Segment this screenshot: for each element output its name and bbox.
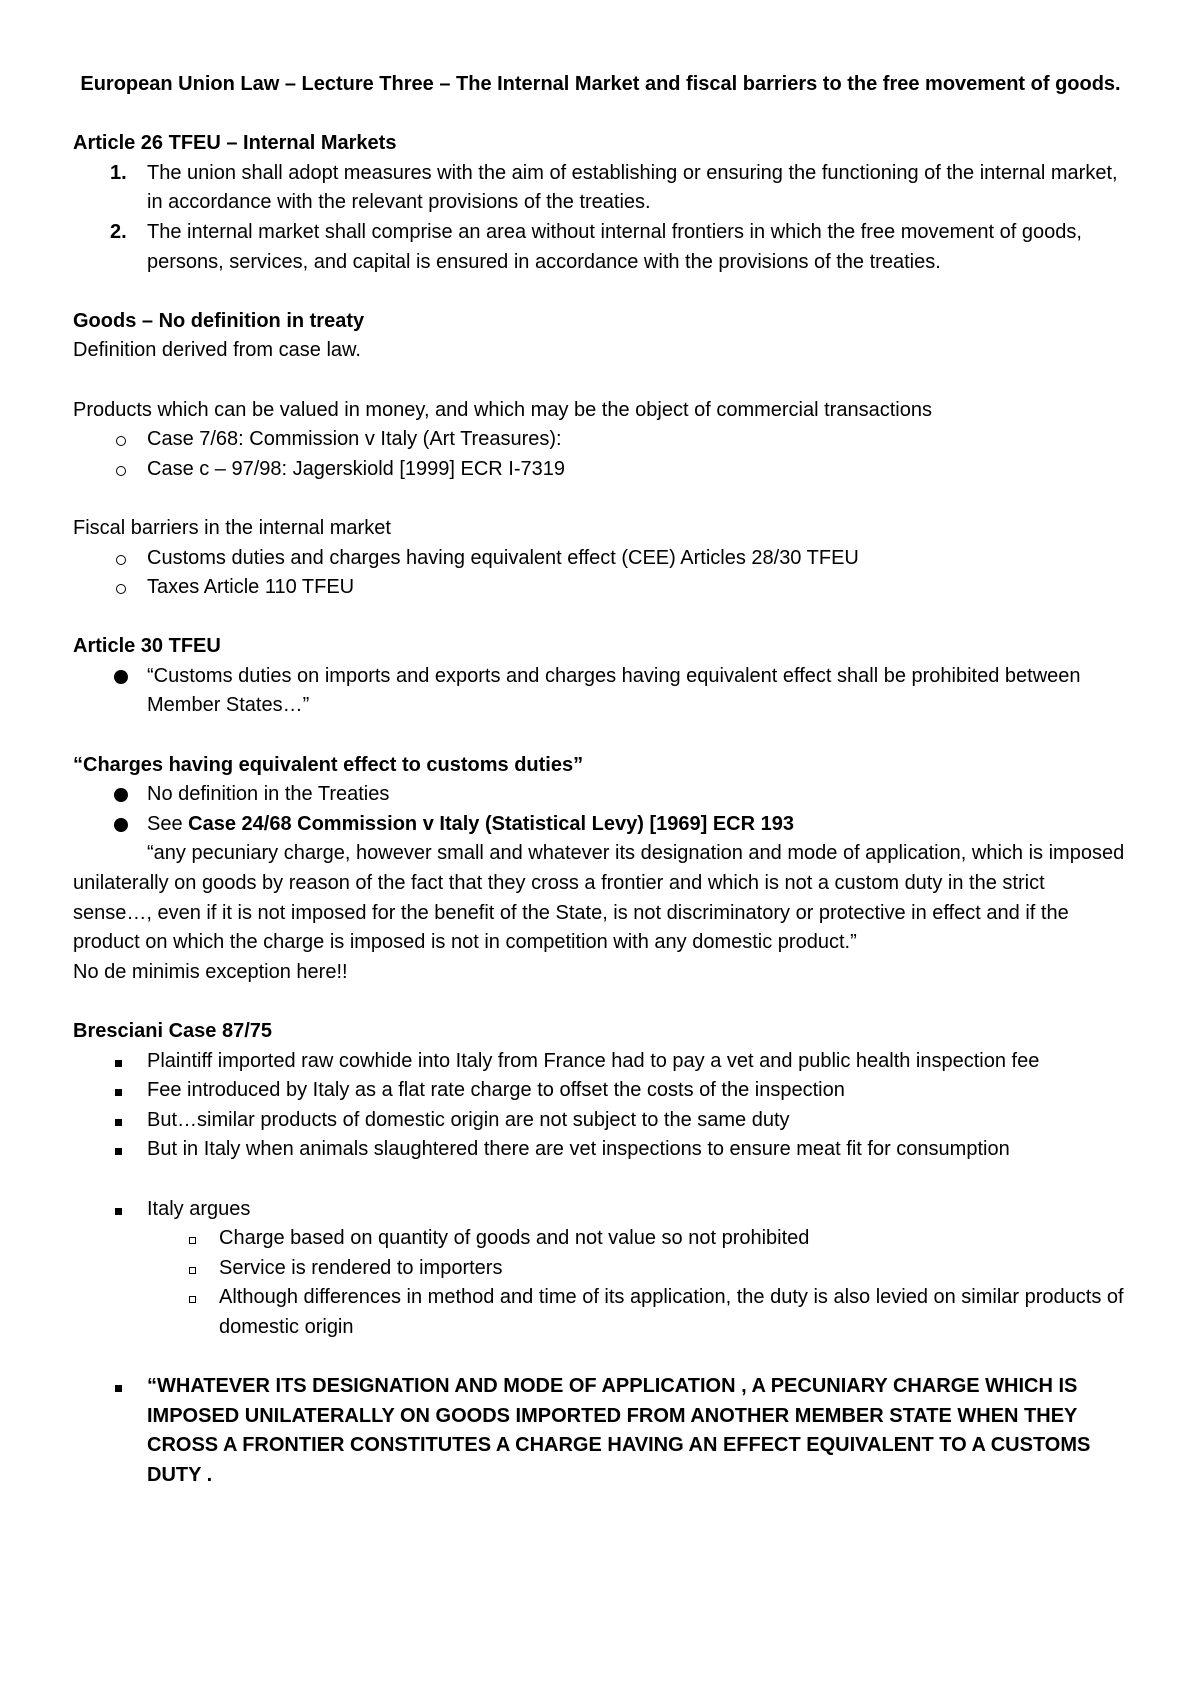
list-item xyxy=(73,1106,1128,1136)
hollow-square-bullet-icon xyxy=(185,1254,215,1284)
holding-text: “WHATEVER ITS DESIGNATION AND MODE OF APPLICATION , A PECUNIARY CHARGE WHICH IS IMPOSED UNILATERALLY ON GOODS IMPORTED FROM ANOTHER MEMBER STATE WHEN THEY CROSS A FRONTIER CONSTITUTES A CHARGE HAVING AN EFFECT EQUIVALENT TO A CUSTOMS DUTY . xyxy=(147,1375,1091,1486)
goods-heading: Goods – No definition in treaty xyxy=(73,309,365,332)
list-item xyxy=(73,810,1128,840)
spacer xyxy=(73,1343,1128,1373)
holding-list xyxy=(73,1372,1128,1490)
charges-list xyxy=(73,780,1128,839)
spacer xyxy=(73,1165,1128,1195)
list-item xyxy=(73,1372,1128,1490)
case-text: Case c – 97/98: Jagerskiold [1999] ECR I-7319 xyxy=(147,457,566,480)
italy-argues-label: Italy argues xyxy=(147,1197,251,1220)
square-bullet-icon xyxy=(110,1135,140,1165)
circle-bullet-icon xyxy=(110,544,140,575)
list-item xyxy=(73,1076,1128,1106)
list-item xyxy=(73,662,1128,721)
spacer xyxy=(73,721,1128,751)
list-item xyxy=(73,1195,1128,1225)
bresciani-heading: Bresciani Case 87/75 xyxy=(73,1020,273,1042)
bresciani-item-text: But in Italy when animals slaughtered there are vet inspections to ensure meat fit for consumption xyxy=(147,1138,1010,1161)
square-bullet-icon xyxy=(110,1047,140,1077)
spacer xyxy=(73,366,1128,396)
fiscal-heading: Fiscal barriers in the internal market xyxy=(73,516,391,539)
case-text: Case 7/68: Commission v Italy (Art Treasures): xyxy=(147,428,562,451)
bresciani-item-text: Plaintiff imported raw cowhide into Italy from France had to pay a vet and public health inspection fee xyxy=(147,1049,1040,1072)
item-number: 2. xyxy=(110,220,127,243)
argument-text: Although differences in method and time of its application, the duty is also levied on similar products of domestic origin xyxy=(219,1286,1124,1338)
bresciani-item-text: Fee introduced by Italy as a flat rate charge to offset the costs of the inspection xyxy=(147,1079,845,1102)
item-text: The union shall adopt measures with the aim of establishing or ensuring the functioning of the internal market, in accordance with the relevant provisions of the treaties. xyxy=(147,161,1118,214)
charges-item-prefix: See xyxy=(147,812,189,835)
de-minimis-note: No de minimis exception here!! xyxy=(73,960,348,983)
list-item xyxy=(73,218,1128,277)
list-item xyxy=(73,1254,1128,1284)
products-text: Products which can be valued in money, and which may be the object of commercial transactions xyxy=(73,398,932,421)
article30-list xyxy=(73,662,1128,721)
spacer xyxy=(73,100,1128,130)
hollow-square-bullet-icon xyxy=(185,1224,215,1254)
item-text: The internal market shall comprise an area without internal frontiers in which the free movement of goods, persons, services, and capital is ensured in accordance with the provisions of the treaties. xyxy=(147,220,1082,273)
italy-argues-list xyxy=(73,1195,1128,1225)
goods-cases-list xyxy=(73,425,1128,484)
goods-subtext: Definition derived from case law. xyxy=(73,339,361,362)
list-item xyxy=(73,425,1128,455)
list-item xyxy=(73,1224,1128,1254)
fiscal-item-text: Taxes Article 110 TFEU xyxy=(147,576,355,599)
charges-quote: “any pecuniary charge, however small and whatever its designation and mode of application, which is imposed unilaterally on goods by reason of the fact that they cross a frontier and which is not a custom duty in the strict sense…, even if it is not imposed for the benefit of the State, is not discriminatory or protective in effect and if the product on which the charge is imposed is not in competition with any domestic product.” xyxy=(73,842,1125,954)
disc-bullet-icon xyxy=(110,662,140,694)
spacer xyxy=(73,484,1128,514)
article30-quote: “Customs duties on imports and exports and charges having equivalent effect shall be prohibited between Member States…” xyxy=(147,664,1081,717)
argument-text: Charge based on quantity of goods and not value so not prohibited xyxy=(219,1227,810,1250)
list-item xyxy=(73,1135,1128,1165)
spacer xyxy=(73,987,1128,1017)
circle-bullet-icon xyxy=(110,455,140,486)
list-item xyxy=(73,159,1128,218)
document-title: European Union Law – Lecture Three – The Internal Market and fiscal barriers to the free movement of goods. xyxy=(80,73,1121,95)
charges-heading: “Charges having equivalent effect to customs duties” xyxy=(73,753,584,776)
square-bullet-icon xyxy=(110,1195,140,1225)
bresciani-list xyxy=(73,1047,1128,1165)
case-citation: Case 24/68 Commission v Italy (Statistical Levy) [1969] ECR 193 xyxy=(188,812,794,835)
list-item xyxy=(73,1047,1128,1077)
square-bullet-icon xyxy=(110,1076,140,1106)
hollow-square-bullet-icon xyxy=(185,1283,215,1313)
fiscal-item-text: Customs duties and charges having equivalent effect (CEE) Articles 28/30 TFEU xyxy=(147,546,859,569)
arguments-list xyxy=(73,1224,1128,1342)
article26-list xyxy=(73,159,1128,277)
argument-text: Service is rendered to importers xyxy=(219,1256,503,1279)
list-item xyxy=(73,544,1128,574)
article26-heading: Article 26 TFEU – Internal Markets xyxy=(73,132,397,155)
list-item xyxy=(73,573,1128,603)
item-number: 1. xyxy=(110,161,127,184)
spacer xyxy=(73,603,1128,633)
charges-item-text: No definition in the Treaties xyxy=(147,783,390,806)
disc-bullet-icon xyxy=(110,810,140,842)
spacer xyxy=(73,277,1128,307)
list-item xyxy=(73,780,1128,810)
article30-heading: Article 30 TFEU xyxy=(73,635,221,658)
bresciani-item-text: But…similar products of domestic origin are not subject to the same duty xyxy=(147,1108,790,1131)
list-item xyxy=(73,1283,1128,1342)
list-item xyxy=(73,455,1128,485)
circle-bullet-icon xyxy=(110,425,140,456)
square-bullet-icon xyxy=(110,1372,140,1402)
fiscal-list xyxy=(73,544,1128,603)
disc-bullet-icon xyxy=(110,780,140,812)
square-bullet-icon xyxy=(110,1106,140,1136)
circle-bullet-icon xyxy=(110,573,140,604)
